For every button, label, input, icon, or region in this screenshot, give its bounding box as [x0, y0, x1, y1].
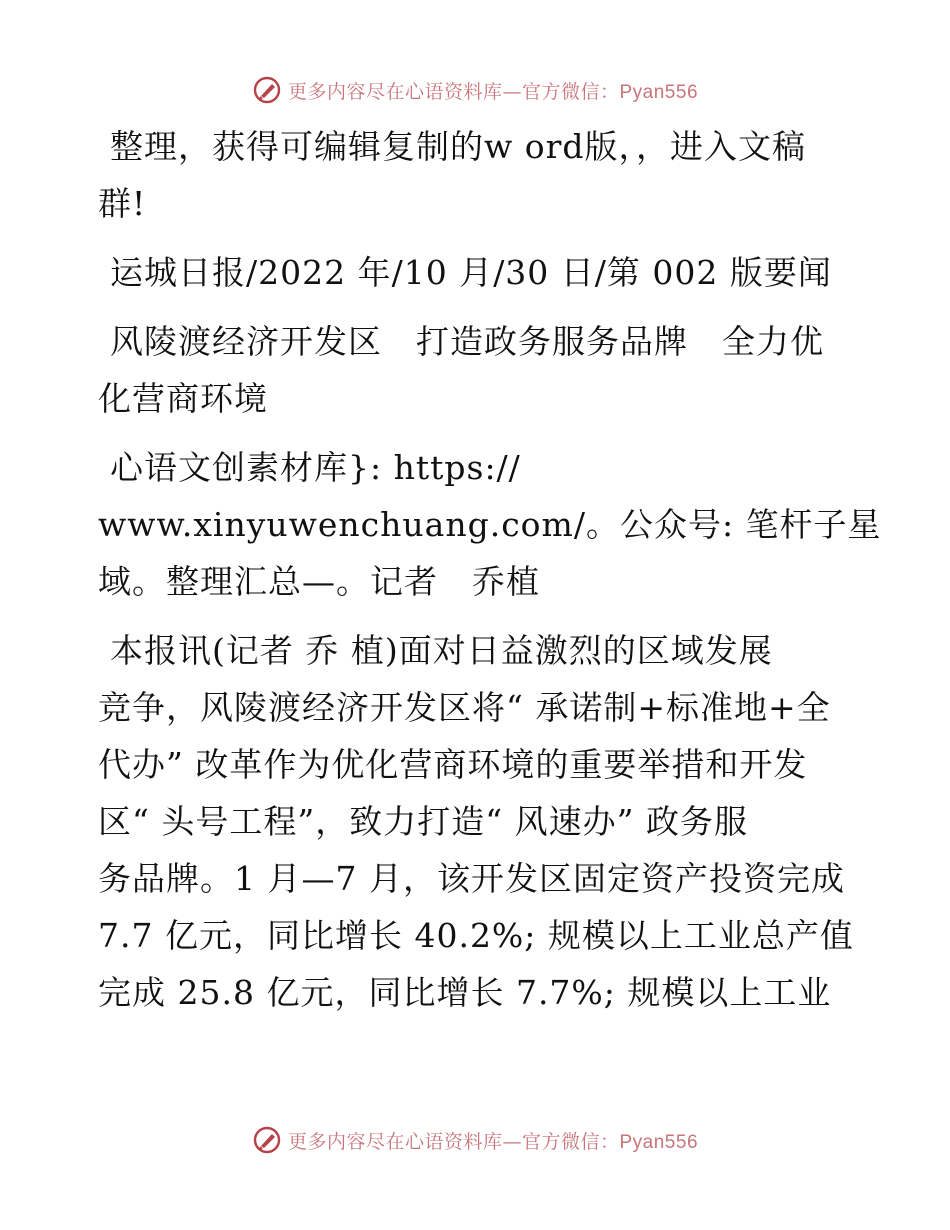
paragraph-intro: 整理，获得可编辑复制的w ord版，，进入文稿 群!	[98, 127, 807, 223]
watermark-text: 更多内容尽在心语资料库—官方微信：Pyan556	[287, 1130, 699, 1153]
paragraph-source-line: 运城日报/2022 年/10 月/30 日/第 002 版要闻	[110, 253, 832, 292]
header-watermark-banner	[0, 70, 950, 110]
pen-seal-icon	[252, 75, 282, 105]
paragraph-body: 本报讯(记者 乔 植)面对日益激烈的区域发展 竞争，风陵渡经济开发区将“ 承诺制+标准地+全 代办” 改革作为优化营商环境的重要举措和开发 区“ 头号工程”，致力打造“ 风速办” 政务服 务品牌。1 月—7 月，该开发区固定资产投资完成 7.7 亿元，同比增长 40.2%; 规模以上工业总产值 完成 25.8 亿元，同比增长 7.7%; 规模以上工业	[98, 631, 854, 1012]
pen-seal-icon	[252, 1125, 282, 1155]
watermark-text: 更多内容尽在心语资料库—官方微信：Pyan556	[287, 80, 699, 103]
footer-watermark-banner	[0, 1120, 950, 1160]
article-headline: 风陵渡经济开发区 打造政务服务品牌 全力优 化营商环境	[98, 322, 824, 418]
document-body	[98, 118, 882, 1033]
paragraph-source-credit: 心语文创素材库}: https:// www.xinyuwenchuang.com/。公众号: 笔杆子星 域。整理汇总—。记者 乔植	[98, 448, 882, 601]
